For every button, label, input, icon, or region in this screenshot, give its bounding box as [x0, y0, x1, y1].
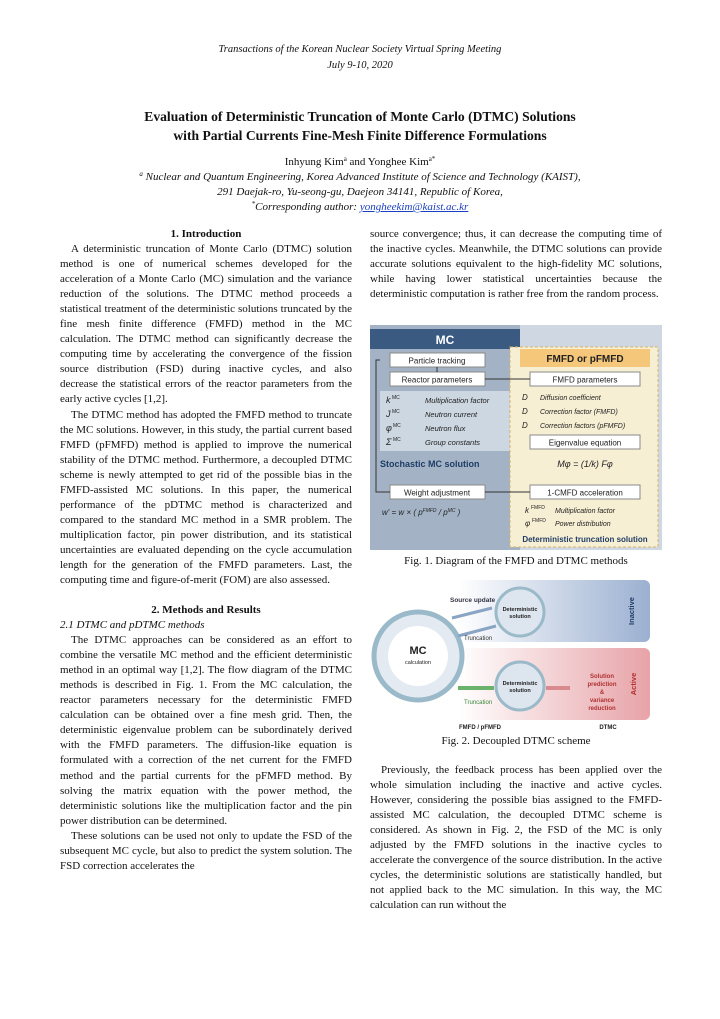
section-heading-methods: 2. Methods and Results: [151, 604, 261, 617]
svg-text:Deterministic: Deterministic: [502, 607, 538, 613]
conference-header-line2: July 9-10, 2020: [327, 60, 393, 71]
svg-text:k: k: [525, 506, 529, 515]
affiliation-line1: $^a$ Nuclear and Quantum Engineering, Korea Advanced Institute of Science and Technology (KAIST),: [139, 170, 581, 183]
figure-2-caption: Fig. 2. Decoupled DTMC scheme: [441, 735, 591, 747]
right-column-top: [370, 227, 662, 302]
conference-header-line1: Transactions of the Korean Nuclear Society Virtual Spring Meeting: [218, 44, 502, 55]
paragraph: A deterministic truncation of Monte Carlo (DTMC) solution method is one of numerical schemes developed for the acceleration of a Monte Carlo (MC) simulation and the variance reduction of the solutions. The DTMC method proceeds a statistical treatment of the deterministic solutions truncated by the fine mesh finite difference (FMFD) method in the MC calculation. The DTMC method can significantly decrease the computing time by accelerating the convergence of the fission source distribution (FSD) during inactive cycles, and also decrease the statistical errors of the reactor parameters from the early active cycles [1,2].: [60, 243, 352, 406]
right-column-bottom: [370, 763, 662, 913]
subsection-heading: 2.1 DTMC and pDTMC methods: [60, 619, 205, 632]
svg-text:FMFD parameters: FMFD parameters: [552, 375, 618, 385]
svg-text:Neutron current: Neutron current: [425, 410, 478, 419]
svg-text:DTMC: DTMC: [599, 725, 617, 731]
author-1: Inhyung Kim: [284, 156, 344, 168]
svg-text:Weight adjustment: Weight adjustment: [403, 488, 471, 498]
paragraph: These solutions can be used not only to update the FSD of the subsequent MC cycle, but also to predict the system solution. The FSD correction accelerates the: [60, 829, 352, 872]
svg-text:Deterministic: Deterministic: [502, 681, 538, 687]
authors: Inhyung Kim$^a$ and Yonghee Kim$^{a*}$: [284, 155, 436, 168]
svg-text:D: D: [522, 407, 528, 416]
affiliation-line2: 291 Daejak-ro, Yu-seong-gu, Daejeon 34141, Republic of Korea,: [217, 186, 503, 198]
svg-text:Eigenvalue equation: Eigenvalue equation: [548, 438, 622, 448]
svg-text:FMFD / pFMFD: FMFD / pFMFD: [459, 725, 501, 731]
svg-text:Stochastic MC solution: Stochastic MC solution: [380, 459, 480, 469]
author-2: and Yonghee Kim: [346, 156, 429, 168]
svg-text:w' = w × ( pFMFD / pMC ): w' = w × ( $p^{FMFD} / p^{MC}$ ): [382, 508, 461, 517]
email-link[interactable]: yongheekim@kaist.ac.kr: [359, 201, 469, 213]
svg-text:Diffusion coefficient: Diffusion coefficient: [540, 395, 601, 402]
figure-2: [370, 578, 662, 733]
svg-text:Reactor parameters: Reactor parameters: [401, 375, 473, 385]
svg-text:φ: φ: [525, 519, 531, 528]
fig2-mc-label: MC: [409, 645, 427, 657]
svg-text:Correction factor (FMFD): Correction factor (FMFD): [540, 409, 618, 416]
svg-text:Active: Active: [629, 672, 638, 696]
svg-text:reduction: reduction: [588, 706, 616, 712]
corresponding-author: *Corresponding author: yongheekim@kaist.ac.kr: [251, 200, 469, 213]
left-column: [60, 227, 352, 874]
fig1-mc-header: MC: [435, 333, 455, 347]
svg-text:MC: MC: [393, 437, 401, 443]
svg-text:1-CMFD acceleration: 1-CMFD acceleration: [547, 488, 623, 498]
svg-text:MC: MC: [392, 409, 400, 415]
svg-text:MC: MC: [393, 423, 401, 429]
svg-text:D: D: [522, 393, 528, 402]
paragraph: source convergence; thus, it can decrease the computing time of the inactive cycles. Meanwhile, the DTMC solutions can provide accurate solutions equivalent to the high-fidelity MC solutions, while having lower statistical uncertainties because the deterministic computation is rather free from the random process.: [370, 228, 662, 301]
svg-text:Correction factors (pFMFD): Correction factors (pFMFD): [540, 423, 626, 430]
paper-title-line2: with Partial Currents Fine-Mesh Finite Difference Formulations: [173, 128, 547, 143]
paragraph: The DTMC method has adopted the FMFD method to truncate the MC solutions. However, in this study, the partial current based FMFD (pFMFD) method is applied to improve the numerical stability of the DTMC method. Furthermore, a decoupled DTMC scheme is newly attempted to get rid of the possible bias in the FMFD-assisted MC solutions. In this paper, the numerical performance of the pDTMC method is characterized and compared to the standard MC method in a SMR problem. The multiplication factor, pin power distribution, and its statistical uncertainties are evaluated depending on the cycle accumulation length for the generation of the FMFD parameters. Last, the computing time and figure-of-merit (FOM) are also assessed.: [60, 408, 352, 587]
svg-text:D: D: [522, 421, 528, 430]
svg-text:Deterministic truncation solut: Deterministic truncation solution: [522, 535, 648, 544]
paragraph: The DTMC approaches can be considered as an effort to combine the versatile MC method and the efficient deterministic method in an optimal way [1,2]. The flow diagram of the DTMC methods is described in Fig. 1. From the MC calculation, the reactor parameters necessary for the deterministic FMFD calculation can be obtained over a fine mesh grid. Then, the deterministic eigenvalue problem can be subordinately derived with the FMFD parameters. The diffusion-like equation is formulated with a correction of the net current for the FMFD method and the partial currents for the pFMFD method. By solving the matrix equation with the power method, the deterministic solutions like the multiplication factor and the pin power distribution can be determined.: [60, 634, 352, 827]
svg-text:variance: variance: [589, 698, 615, 704]
svg-text:Σ: Σ: [386, 437, 392, 447]
paper-title-line1: Evaluation of Deterministic Truncation of Monte Carlo (DTMC) Solutions: [144, 109, 576, 124]
paragraph: Previously, the feedback process has been applied over the whole simulation including the inactive and active cycles. However, considering the possible bias assigned to the FMFD-assisted MC calculation, the decoupled DTMC scheme is considered. As shown in Fig. 2, the FSD of the MC is only adjusted by the FMFD solutions in the inactive cycles to accelerate the convergence of the source distribution. In the active cycles, the deterministic solutions are statistically handled, but not applied back to the MC simulation. In this way, the MC calculation can run without the: [370, 764, 662, 912]
fig1-fmfd-header: FMFD or pFMFD: [546, 354, 624, 365]
svg-text:Solution: Solution: [590, 674, 614, 680]
svg-text:solution: solution: [509, 614, 531, 620]
svg-text:FMFD: FMFD: [532, 518, 546, 524]
svg-text:J: J: [386, 409, 391, 419]
svg-text:solution: solution: [509, 688, 531, 694]
figure-1-caption: Fig. 1. Diagram of the FMFD and DTMC methods: [404, 555, 628, 567]
svg-text:Neutron flux: Neutron flux: [425, 424, 466, 433]
svg-text:&: &: [599, 690, 605, 696]
svg-text:Inactive: Inactive: [627, 597, 636, 625]
svg-text:Particle tracking: Particle tracking: [408, 356, 466, 366]
svg-text:calculation: calculation: [405, 660, 431, 666]
svg-text:Source update: Source update: [450, 597, 496, 604]
svg-text:φ: φ: [386, 423, 392, 433]
svg-text:prediction: prediction: [587, 682, 617, 688]
svg-text:Mφ = (1/k) Fφ: Mφ = (1/k) Fφ: [557, 459, 613, 469]
svg-text:Group constants: Group constants: [425, 438, 481, 447]
svg-text:Multiplication factor: Multiplication factor: [555, 508, 615, 515]
section-heading-introduction: 1. Introduction: [170, 228, 242, 240]
svg-text:k: k: [386, 395, 391, 405]
svg-text:Multiplication factor: Multiplication factor: [425, 396, 490, 405]
svg-text:MC: MC: [392, 395, 400, 401]
svg-text:FMFD: FMFD: [531, 505, 545, 511]
svg-text:Truncation: Truncation: [464, 700, 493, 706]
svg-text:Truncation: Truncation: [464, 636, 493, 642]
svg-text:Power distribution: Power distribution: [555, 521, 611, 528]
figure-1: [370, 325, 662, 550]
